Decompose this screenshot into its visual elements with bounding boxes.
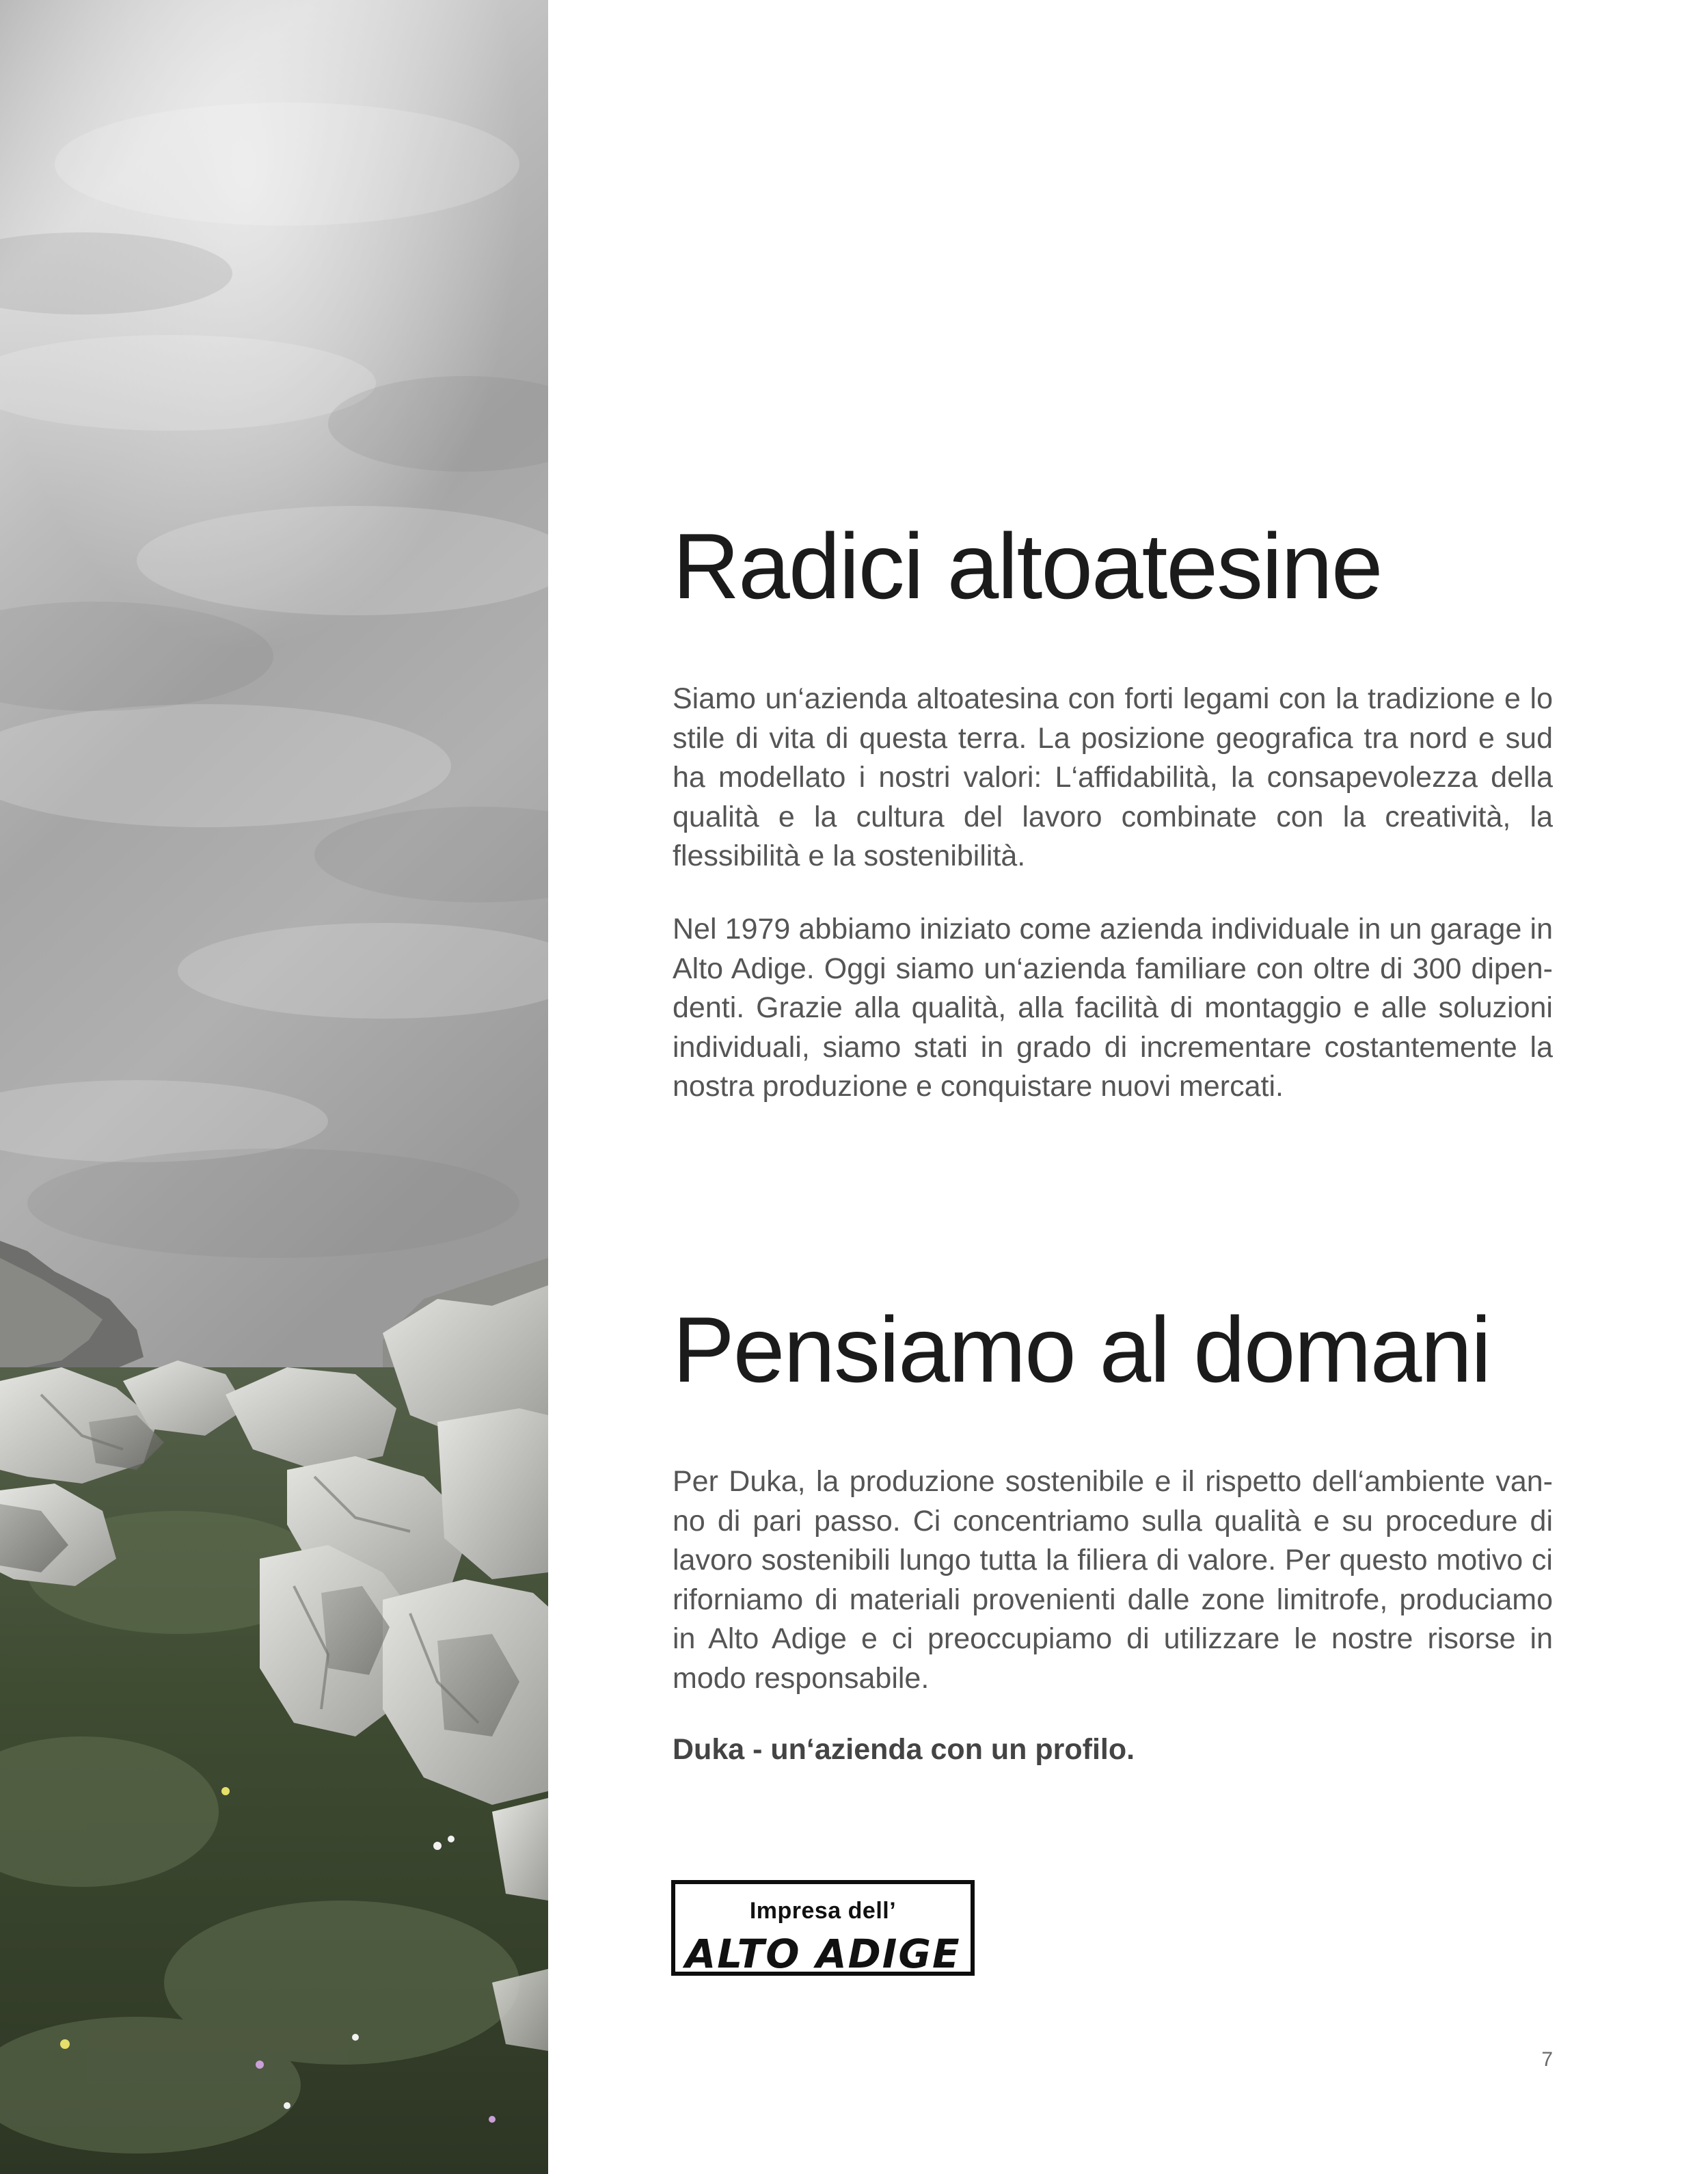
- page-number: 7: [1541, 2048, 1553, 2071]
- tagline: Duka - un‘azienda con un profilo.: [673, 1733, 1135, 1766]
- paragraph-pensiamo-1: Per Duka, la produzione sostenibile e il rispetto dell‘ambiente vanno di pari passo. Ci concentriamo sulla qualità e su procedure di lavoro sostenibili lungo tutta la filiera di valore. Per questo motivo ci riforniamo di materiali provenienti dalle zone limitrofe, produciamo in Alto Adige e ci preoccupiamo di utilizzare le nostre risorse in modo responsabile.: [673, 1465, 1553, 1695]
- paragraph-radici-1: Siamo un‘azienda altoatesina con forti legami con la tradizione e lo stile di vita di questa terra. La posizione geografica tra nord e sud ha modellato i nostri valori: L‘affidabilità, la consapevolezza della qualità e la cultura del lavoro combinate con la creatività, la flessibilità e la sostenibilità.: [673, 682, 1553, 872]
- landscape-photo: [0, 0, 548, 2174]
- badge-line-2: ALTO ADIGE: [685, 1931, 961, 1977]
- alto-adige-badge: [671, 1880, 975, 1976]
- section-title-pensiamo: Pensiamo al domani: [673, 1298, 1491, 1401]
- section-title-radici: Radici altoatesine: [673, 514, 1382, 618]
- badge-line-1: Impresa dell’: [749, 1898, 897, 1924]
- paragraph-radici-2: Nel 1979 abbiamo iniziato come azienda individuale in un garage in Alto Adige. Oggi siamo un‘azienda familiare con oltre di 300 dipendenti. Grazie alla qualità, alla facilità di montaggio e alle soluzioni individuali, siamo stati in grado di incrementare costantemente la nostra produzione e conquistare nuovi mercati.: [673, 913, 1553, 1103]
